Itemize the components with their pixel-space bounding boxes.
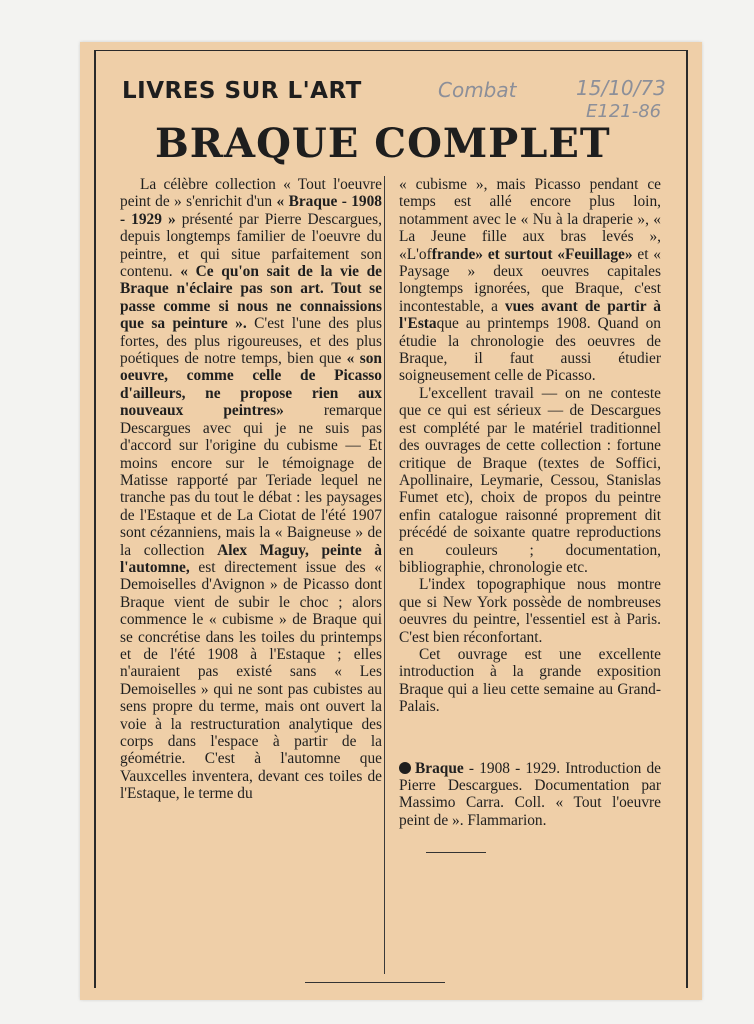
bullet-icon bbox=[399, 762, 411, 774]
text-segment: est directement issue des « Demoiselles d'Avignon » de Picasso dont Braque vient de subir le choc ; alors commence le « cubisme » de Braque qui se concrétise dans les toiles du printemps et de l'été 1908 à l'Estaque ; elles n'auraient pas existé sans « Les Demoiselles » qui ne sont pas cubistes au sens propre du terme, mais ont ouvert la voie à la restructuration analytique des corps dans l'espace à partir de la géométrie. C'est à l'automne que Vauxcelles inventera, devant ces toiles de l'Estaque, le terme du bbox=[120, 558, 382, 803]
text-segment: « cubisme », mais Picasso pendant ce temps est allé encore plus loin, notamment avec le « Nu à la draperie », « La Jeune fille aux bras levés », «L'of bbox=[399, 176, 661, 263]
handwritten-reference: E121-86 bbox=[586, 101, 662, 122]
bold-text-segment: « son oeuvre, comme celle de Picasso d'ailleurs, ne propose rien aux nouveaux peintres» bbox=[120, 350, 382, 420]
text-segment: et « Paysage » deux oeuvres capitales longtemps ignorées, que Braque, c'est incontestable, a bbox=[399, 245, 661, 315]
bottom-rule bbox=[305, 982, 445, 983]
bold-text-segment: Braque bbox=[415, 759, 464, 777]
article-paragraph bbox=[399, 576, 661, 646]
article-column-left bbox=[120, 176, 382, 803]
article-column-right bbox=[399, 176, 661, 829]
article-paragraph bbox=[399, 385, 661, 576]
article-paragraph bbox=[399, 646, 661, 716]
text-segment: L'index topographique nous montre que si New York possède de nombreuses oeuvres du peintre, l'essentiel est à Paris. C'est bien réconfortant. bbox=[399, 576, 661, 646]
bold-text-segment: frande» et surtout «Feuillage» bbox=[431, 245, 633, 263]
section-separator-rule bbox=[426, 852, 486, 853]
top-rule bbox=[94, 50, 688, 51]
text-segment: La célèbre collection « Tout l'oeuvre peint de » s'enrichit d'un bbox=[120, 176, 382, 211]
text-segment: remarque Descargues avec qui je ne suis pas d'accord sur l'origine du cubisme — Et moins encore sur le témoignage de Matisse rapporté par Teriade lequel ne tranche pas du tout le débat : les paysages de l'Estaque et de La Ciotat de l'été 1907 sont cézanniens, mais la « Baigneuse » de la collection bbox=[120, 402, 382, 559]
bold-text-segment: Alex Maguy, peinte à l'automne, bbox=[120, 541, 382, 576]
column-divider bbox=[384, 176, 385, 974]
bold-text-segment: vues avant de partir à l'Esta bbox=[399, 297, 661, 333]
text-segment: C'est l'une des plus fortes, des plus rigoureuses, et des plus poétiques de notre temps, bien que bbox=[120, 315, 382, 368]
article-paragraph bbox=[399, 176, 661, 385]
handwritten-source: Combat bbox=[438, 78, 517, 102]
handwritten-date: 15/10/73 bbox=[576, 76, 666, 100]
bold-text-segment: « Ce qu'on sait de la vie de Braque n'éclaire pas son art. Tout se passe comme si nous ne connaissions que sa peinture ». bbox=[120, 263, 382, 333]
article-paragraph bbox=[120, 176, 382, 803]
bold-text-segment: « Braque - 1908 - 1929 » bbox=[120, 193, 382, 228]
left-border-rule bbox=[94, 50, 96, 988]
right-border-rule bbox=[686, 50, 688, 988]
text-segment: - 1908 - 1929. Introduction de Pierre Descargues. Documentation par Massimo Carra. Coll. « Tout l'oeuvre peint de ». Flammarion. bbox=[399, 759, 661, 829]
newspaper-clipping bbox=[80, 42, 702, 1000]
text-segment: L'excellent travail — on ne conteste que ce qui est sérieux — de Descargues est complété par le matériel traditionnel des ouvrages de cette collection : fortune critique de Braque (textes de Soffici, Apollinaire, Leymarie, Cessou, Stanislas Fumet etc), choix de propos du peintre enfin catalogue raisonné proprement dit précédé de soixante quatre reproductions en couleurs ; documentation, bibliographie, chronologie etc. bbox=[399, 384, 661, 576]
bibliography-note bbox=[399, 760, 661, 830]
text-segment: présenté par Pierre Descargues, depuis longtemps familier de l'oeuvre du peintre, et qui situe parfaitement son contenu. bbox=[120, 210, 382, 281]
text-segment: que au printemps 1908. Quand on étudie la chronologie des oeuvres de Braque, il faut aussi étudier soigneusement celle de Picasso. bbox=[399, 315, 661, 385]
article-headline: BRAQUE COMPLET bbox=[155, 120, 611, 167]
text-segment: Cet ouvrage est une excellente introduction à la grande exposition Braque qui a lieu cette semaine au Grand-Palais. bbox=[399, 645, 661, 716]
section-rubric: LIVRES SUR L'ART bbox=[122, 78, 362, 104]
